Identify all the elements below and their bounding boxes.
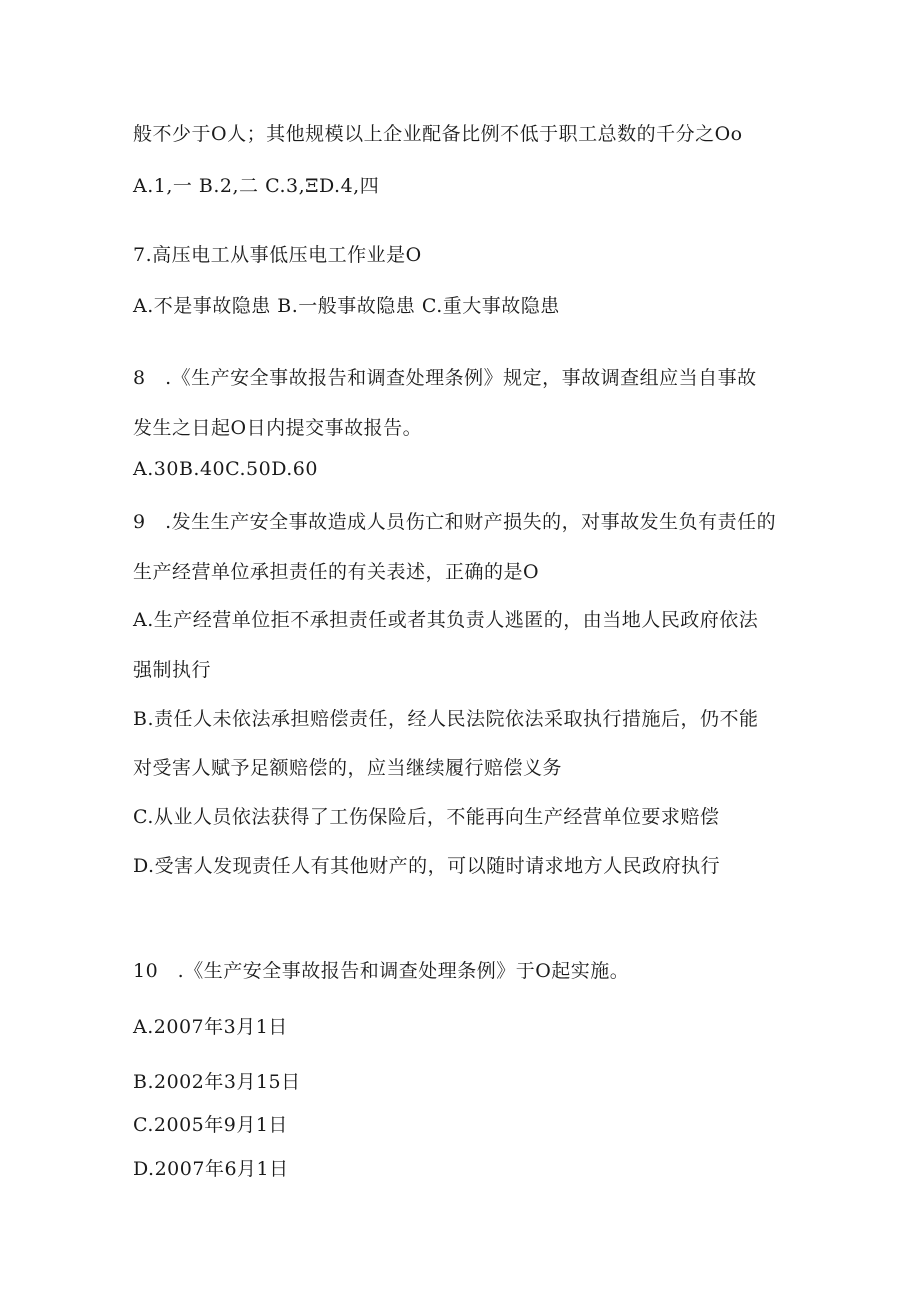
q7-stem: 7.高压电工从事低压电工作业是O: [133, 244, 422, 266]
q10-option-d: D.2007年6月1日: [133, 1158, 289, 1180]
q6-options: A.1,一 B.2,二 C.3,ΞD.4,四: [133, 175, 380, 197]
q9-option-a-line2: 强制执行: [133, 659, 212, 681]
q9-option-b-line2: 对受害人赋予足额赔偿的，应当继续履行赔偿义务: [133, 757, 563, 779]
q8-stem-line2: 发生之日起O日内提交事故报告。: [133, 417, 423, 439]
q10-option-a: A.2007年3月1日: [133, 1016, 288, 1038]
q7-options: A.不是事故隐患 B.一般事故隐患 C.重大事故隐患: [133, 295, 560, 317]
q10-stem: 10 .《生产安全事故报告和调查处理条例》于O起实施。: [133, 960, 630, 982]
q8-stem-line1: 8 .《生产安全事故报告和调查处理条例》规定，事故调查组应当自事故: [133, 367, 757, 389]
q6-stem-continuation: 般不少于O人；其他规模以上企业配备比例不低于职工总数的千分之Oo: [133, 123, 743, 145]
q9-option-d: D.受害人发现责任人有其他财产的，可以随时请求地方人民政府执行: [133, 855, 721, 877]
q9-option-b-line1: B.责任人未依法承担赔偿责任，经人民法院依法采取执行措施后，仍不能: [133, 708, 759, 730]
q9-stem-line1: 9 .发生生产安全事故造成人员伤亡和财产损失的，对事故发生负有责任的: [133, 511, 777, 533]
q9-option-c: C.从业人员依法获得了工伤保险后，不能再向生产经营单位要求赔偿: [133, 806, 720, 828]
q10-option-c: C.2005年9月1日: [133, 1114, 288, 1136]
q10-option-b: B.2002年3月15日: [133, 1071, 301, 1093]
q9-stem-line2: 生产经营单位承担责任的有关表述，正确的是O: [133, 561, 540, 583]
q9-option-a-line1: A.生产经营单位拒不承担责任或者其负责人逃匿的，由当地人民政府依法: [133, 609, 759, 631]
q8-options: A.30B.40C.50D.60: [133, 458, 318, 480]
